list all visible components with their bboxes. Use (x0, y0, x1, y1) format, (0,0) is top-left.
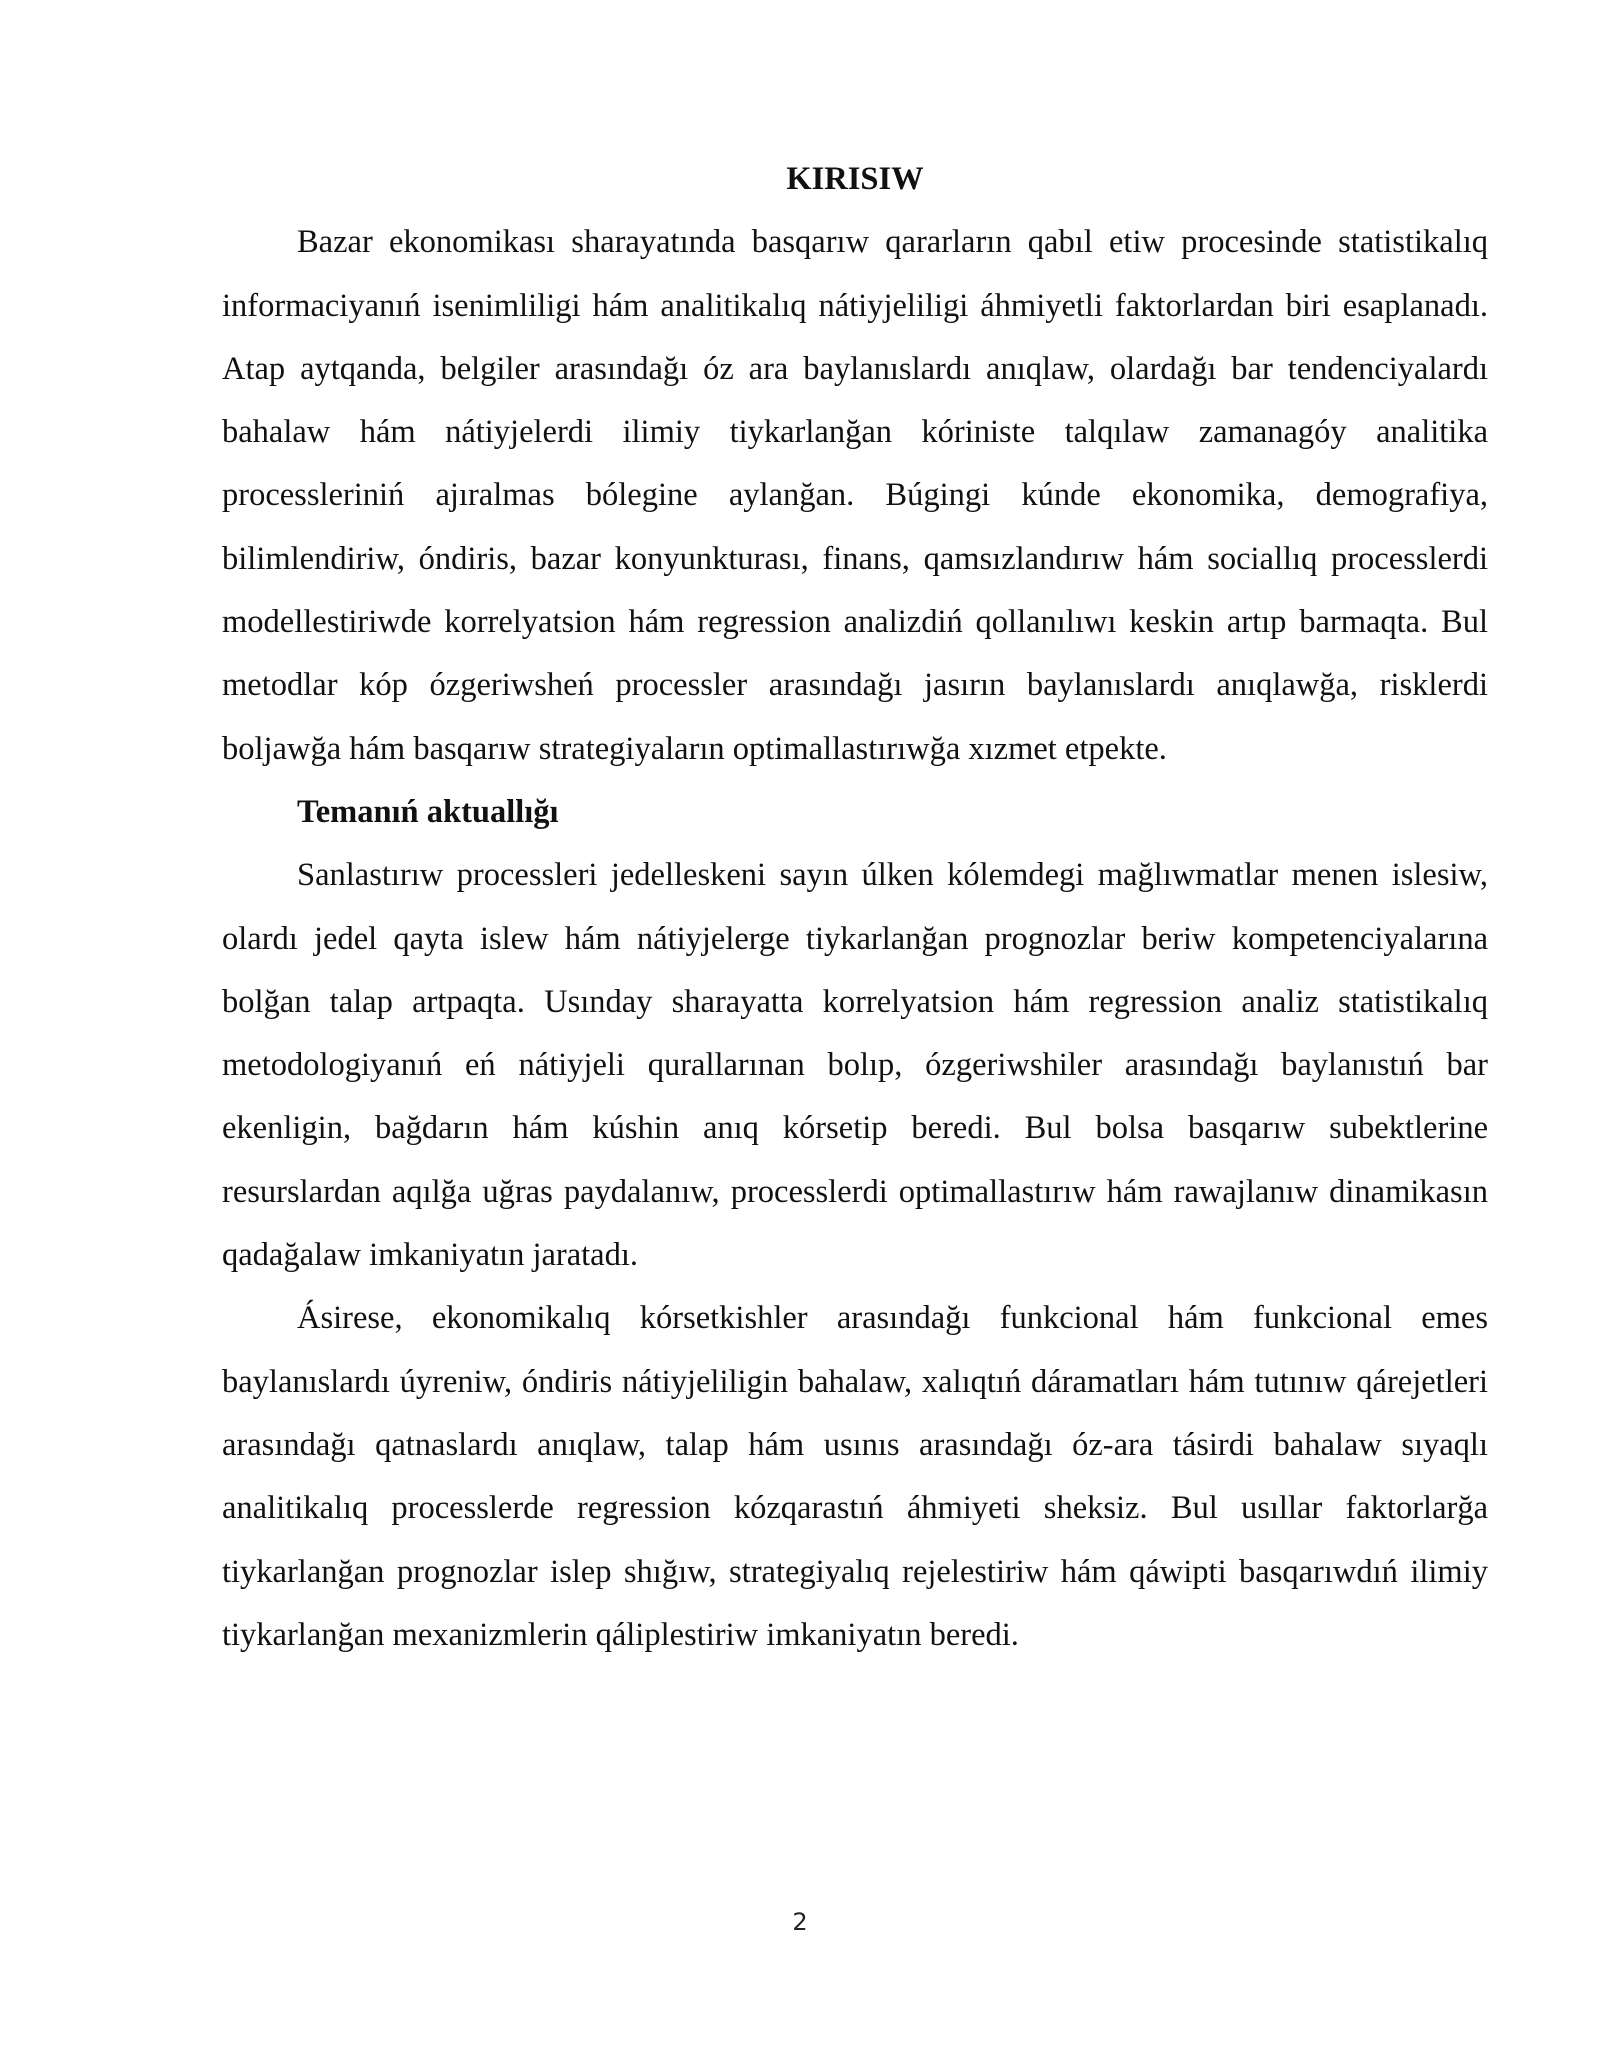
section-title: KIRISIW (786, 161, 924, 197)
paragraph-importance: Ásirese, ekonomikalıq kórsetkishler arasındağı funkcional hám funkcional emes baylanıslardı úyreniw, óndiris nátiyjeliligin bahalaw, xalıqtıń dáramatları hám tutınıw qárejetleri arasındağı qatnaslardı anıqlaw, talap hám usınıs arasındağı óz-ara tásirdi bahalaw sıyaqlı analitikalıq processlerde regression kózqarastıń áhmiyeti sheksiz. Bul usıllar faktorlarğa tiykarlanğan prognozlar islep shığıw, strategiyalıq rejelestiriw hám qáwipti basqarıwdıń ilimiy tiykarlanğan mexanizmlerin qáliplestiriw imkaniyatın beredi. (222, 1300, 1488, 1653)
paragraph-relevance: Sanlastırıw processleri jedelleskeni sayın úlken kólemdegi mağlıwmatlar menen islesiw, olardı jedel qayta islew hám nátiyjelerge tiykarlanğan prognozlar beriw kompetenciyalarına bolğan talap artpaqta. Usınday sharayatta korrelyatsion hám regression analiz statistikalıq metodologiyanıń eń nátiyjeli qurallarınan bolıp, ózgeriwshiler arasındağı baylanıstıń bar ekenligin, bağdarın hám kúshin anıq kórsetip beredi. Bul bolsa basqarıw subektlerine resurslardan aqılğa uğras paydalanıw, processlerdi optimallastırıw hám rawajlanıw dinamikasın qadağalaw imkaniyatın jaratadı. (222, 857, 1488, 1274)
section-subheading: Temanıń aktuallığı (297, 793, 559, 830)
paragraph-intro: Bazar ekonomikası sharayatında basqarıw qararların qabıl etiw procesinde statistikalıq informaciyanıń isenimliligi hám analitikalıq nátiyjeliligi áhmiyetli faktorlardan biri esaplanadı. Atap aytqanda, belgiler arasındağı óz ara baylanıslardı anıqlaw, olardağı bar tendenciyalardı bahalaw hám nátiyjelerdi ilimiy tiykarlanğan kóriniste talqılaw zamanagóy analitika processleriniń ajıralmas bólegine aylanğan. Búgingi kúnde ekonomika, demografiya, bilimlendiriw, óndiris, bazar konyunkturası, finans, qamsızlandırıw hám sociallıq processlerdi modellestiriwde korrelyatsion hám regression analizdiń qollanılıwı keskin artıp barmaqta. Bul metodlar kóp ózgeriwsheń processler arasındağı jasırın baylanıslardı anıqlawğa, risklerdi boljawğa hám basqarıw strategiyaların optimallastırıwğa xızmet etpekte. (222, 224, 1488, 767)
page-number: 2 (792, 1908, 808, 1936)
document-page (222, 148, 1488, 1667)
